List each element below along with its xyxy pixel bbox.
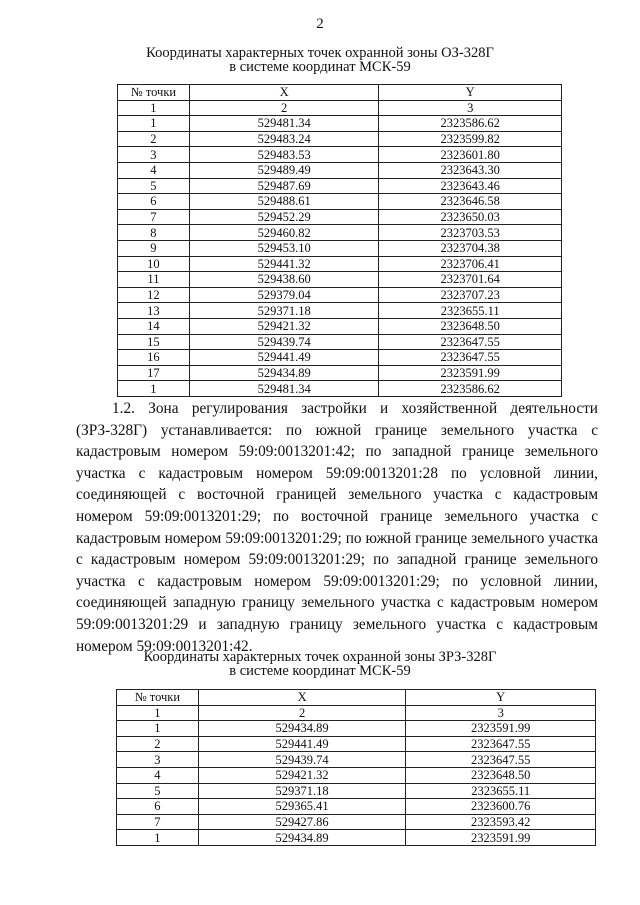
cell-point-number: 8 [118,225,190,241]
cell-x: 529483.24 [189,131,379,147]
header-point-number: № точки [118,85,190,101]
coordinates-table-zrz [116,689,596,846]
cell-point-number: 12 [118,287,190,303]
cell-point-number: 1 [117,830,199,846]
cell-x: 529481.34 [189,116,379,132]
table-row [117,736,596,752]
cell-x: 529439.74 [189,334,379,350]
cell-x: 529434.89 [198,721,406,737]
header-point-number: № точки [117,690,199,706]
index-cell: 2 [198,705,406,721]
cell-y: 2323591.99 [406,830,596,846]
cell-point-number: 2 [117,736,199,752]
cell-point-number: 4 [118,162,190,178]
cell-point-number: 14 [118,318,190,334]
table-row [118,303,562,319]
cell-y: 2323647.55 [406,736,596,752]
cell-point-number: 16 [118,350,190,366]
cell-y: 2323643.46 [379,178,562,194]
table-row [117,830,596,846]
index-cell: 1 [117,705,199,721]
cell-point-number: 13 [118,303,190,319]
table-row [118,116,562,132]
cell-y: 2323647.55 [379,334,562,350]
table-row [118,381,562,397]
table1-caption-line1: Координаты характерных точек охранной зоны ОЗ-328Г [146,45,494,61]
cell-x: 529434.89 [198,830,406,846]
header-y: Y [379,85,562,101]
table-row [117,752,596,768]
cell-point-number: 11 [118,272,190,288]
cell-y: 2323586.62 [379,381,562,397]
table2-caption [0,650,640,678]
cell-point-number: 6 [118,194,190,210]
index-cell: 3 [379,100,562,116]
table-row [118,209,562,225]
cell-point-number: 5 [117,783,199,799]
cell-y: 2323704.38 [379,240,562,256]
index-cell: 3 [406,705,596,721]
cell-y: 2323646.58 [379,194,562,210]
table-row [118,256,562,272]
table-row [117,721,596,737]
table-row [118,365,562,381]
cell-y: 2323586.62 [379,116,562,132]
table-body [118,116,562,397]
cell-point-number: 17 [118,365,190,381]
cell-x: 529483.53 [189,147,379,163]
index-cell: 1 [118,100,190,116]
cell-point-number: 7 [118,209,190,225]
cell-y: 2323706.41 [379,256,562,272]
header-y: Y [406,690,596,706]
cell-y: 2323655.11 [406,783,596,799]
table-row [117,814,596,830]
table-row [118,318,562,334]
cell-point-number: 1 [118,116,190,132]
cell-x: 529460.82 [189,225,379,241]
cell-x: 529439.74 [198,752,406,768]
cell-x: 529441.49 [189,350,379,366]
table-row [118,131,562,147]
cell-y: 2323655.11 [379,303,562,319]
cell-x: 529365.41 [198,799,406,815]
table-row [118,350,562,366]
cell-point-number: 1 [117,721,199,737]
cell-y: 2323591.99 [406,721,596,737]
cell-x: 529441.32 [189,256,379,272]
header-x: X [189,85,379,101]
zone-description-paragraph: 1.2. Зона регулирования застройки и хозяйственной деятельности (ЗРЗ-328Г) устанавливается: по южной границе земельного участка с кадастровым номером 59:09:0013201:42; по западной границе земельного участка с кадастровым номером 59:09:0013201:28 по условной линии, соединяющей с восточной границей земельного участка с кадастровым номером 59:09:0013201:29; по восточной границе земельного участка с кадастровым номером 59:09:0013201:29; по южной границе земельного участка с кадастровым номером 59:09:0013201:29; по западной границе земельного участка с кадастровым номером 59:09:0013201:29; по условной линии, соединяющей западную границу земельного участка с кадастровым номером 59:09:0013201:29 и западную границу земельного участка с кадастровым номером 59:09:0013201:42. [76,400,598,655]
cell-y: 2323701.64 [379,272,562,288]
table-row [118,334,562,350]
page-number: 2 [316,16,324,32]
cell-point-number: 10 [118,256,190,272]
table1-caption [0,46,640,74]
cell-x: 529427.86 [198,814,406,830]
cell-y: 2323647.55 [379,350,562,366]
cell-y: 2323647.55 [406,752,596,768]
cell-y: 2323648.50 [379,318,562,334]
cell-point-number: 15 [118,334,190,350]
cell-y: 2323601.80 [379,147,562,163]
header-x: X [198,690,406,706]
cell-y: 2323593.42 [406,814,596,830]
cell-point-number: 3 [118,147,190,163]
cell-x: 529481.34 [189,381,379,397]
cell-x: 529421.32 [189,318,379,334]
table-row [118,147,562,163]
cell-point-number: 7 [117,814,199,830]
table-row [118,194,562,210]
cell-point-number: 9 [118,240,190,256]
table-body [117,721,596,846]
cell-x: 529489.49 [189,162,379,178]
table-index-row [118,100,562,116]
cell-x: 529487.69 [189,178,379,194]
cell-x: 529379.04 [189,287,379,303]
coordinates-table-oz [117,84,562,397]
table-row [118,162,562,178]
table-row [118,225,562,241]
cell-x: 529452.29 [189,209,379,225]
table-header-row [117,690,596,706]
table-header-row [118,85,562,101]
cell-y: 2323703.53 [379,225,562,241]
table-row [118,178,562,194]
cell-y: 2323648.50 [406,767,596,783]
index-cell: 2 [189,100,379,116]
cell-x: 529434.89 [189,365,379,381]
cell-y: 2323650.03 [379,209,562,225]
cell-y: 2323599.82 [379,131,562,147]
cell-y: 2323643.30 [379,162,562,178]
cell-x: 529453.10 [189,240,379,256]
table-row [118,287,562,303]
table-index-row [117,705,596,721]
table1-caption-line2: в системе координат МСК-59 [229,59,411,75]
cell-point-number: 4 [117,767,199,783]
table-row [117,799,596,815]
cell-y: 2323591.99 [379,365,562,381]
cell-point-number: 6 [117,799,199,815]
table-row [118,240,562,256]
cell-x: 529421.32 [198,767,406,783]
cell-x: 529371.18 [198,783,406,799]
table2-caption-line1: Координаты характерных точек охранной зоны ЗРЗ-328Г [143,649,497,665]
cell-point-number: 2 [118,131,190,147]
cell-x: 529438.60 [189,272,379,288]
cell-point-number: 3 [117,752,199,768]
cell-y: 2323707.23 [379,287,562,303]
cell-x: 529371.18 [189,303,379,319]
table-row [117,767,596,783]
cell-y: 2323600.76 [406,799,596,815]
table-row [118,272,562,288]
table-row [117,783,596,799]
cell-x: 529441.49 [198,736,406,752]
table2-caption-line2: в системе координат МСК-59 [229,663,411,679]
cell-x: 529488.61 [189,194,379,210]
cell-point-number: 5 [118,178,190,194]
cell-point-number: 1 [118,381,190,397]
